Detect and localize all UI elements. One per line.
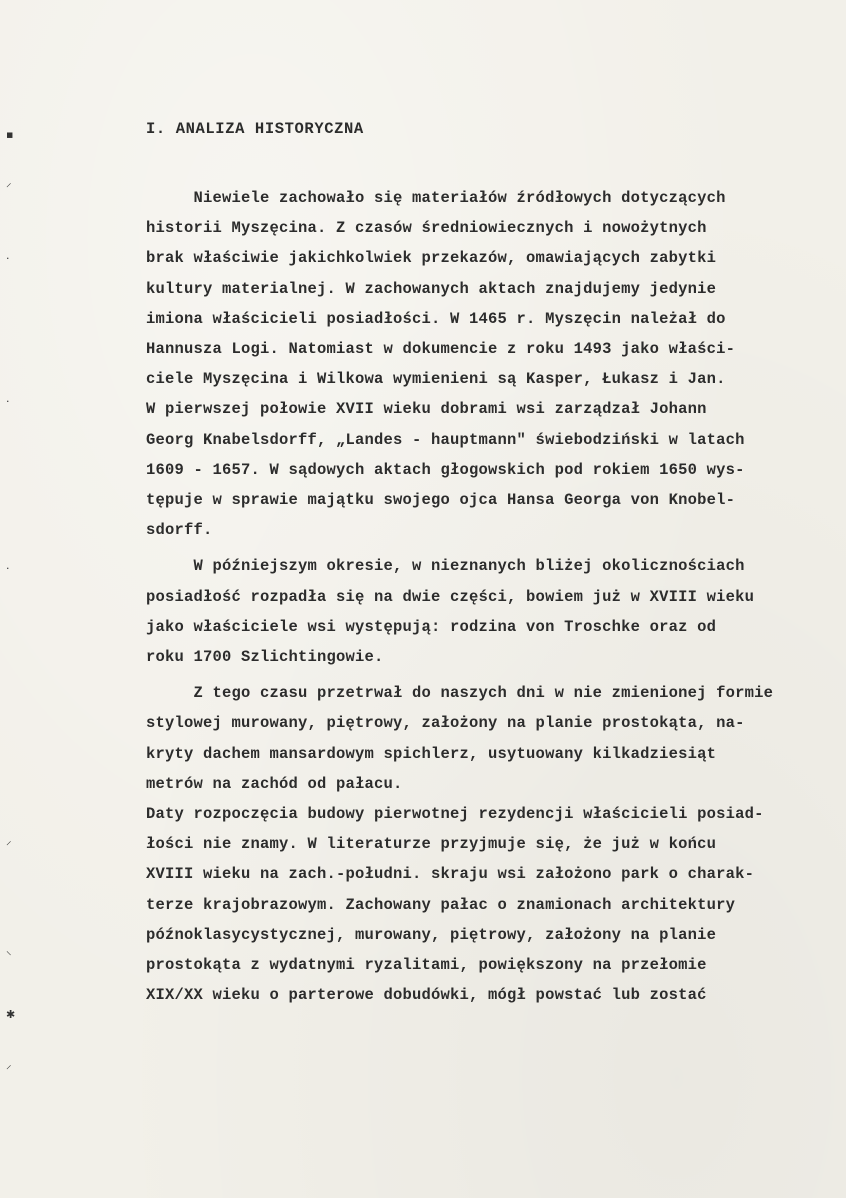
text-line: Daty rozpoczęcia budowy pierwotnej rezydencji właścicieli posiad- xyxy=(146,805,764,824)
text-line: kultury materialnej. W zachowanych aktach znajdujemy jedynie xyxy=(146,279,717,298)
text-line: W późniejszym okresie, w nieznanych bliżej okolicznościach xyxy=(146,557,745,576)
text-line: posiadłość rozpadła się na dwie części, bowiem już w XVIII wieku xyxy=(146,587,755,606)
text-line: późnoklasycystycznej, murowany, piętrowy, założony na planie xyxy=(146,925,717,944)
text-line: prostokąta z wydatnymi ryzalitami, powiększony na przełomie xyxy=(146,956,707,975)
text-line: ciele Myszęcina i Wilkowa wymienieni są Kasper, Łukasz i Jan. xyxy=(146,370,726,389)
text-line: łości nie znamy. W literaturze przyjmuje się, że już w końcu xyxy=(146,835,717,854)
text-line: terze krajobrazowym. Zachowany pałac o znamionach architektury xyxy=(146,895,736,914)
text-line: imiona właścicieli posiadłości. W 1465 r. Myszęcin należał do xyxy=(146,309,726,328)
text-line: Georg Knabelsdorff, „Landes - hauptmann" świebodziński w latach xyxy=(146,430,745,449)
margin-mark: ⸍ xyxy=(6,839,12,852)
text-line: brak właściwie jakichkolwiek przekazów, omawiających zabytki xyxy=(146,249,717,268)
text-line: sdorff. xyxy=(146,521,213,540)
text-line: Niewiele zachowało się materiałów źródłowych dotyczących xyxy=(146,189,726,207)
paragraph-2 xyxy=(146,551,806,672)
margin-mark: · xyxy=(6,252,10,265)
text-line: roku 1700 Szlichtingowie. xyxy=(146,648,384,667)
paragraph-3 xyxy=(146,678,806,799)
text-line: kryty dachem mansardowym spichlerz, usytuowany kilkadziesiąt xyxy=(146,744,717,763)
text-line: Hannusza Logi. Natomiast w dokumencie z roku 1493 jako właści- xyxy=(146,340,736,359)
text-line: stylowej murowany, piętrowy, założony na planie prostokąta, na- xyxy=(146,714,745,733)
text-line: 1609 - 1657. W sądowych aktach głogowskich pod rokiem 1650 wys- xyxy=(146,460,745,479)
margin-mark: ⸍ xyxy=(6,181,12,194)
section-heading: I. ANALIZA HISTORYCZNA xyxy=(146,120,364,138)
margin-mark: · xyxy=(6,562,10,575)
text-line: Z tego czasu przetrwał do naszych dni w nie zmienionej formie xyxy=(146,684,774,703)
margin-mark: ⸌ xyxy=(6,949,12,962)
document-body xyxy=(146,115,806,1010)
paragraph-1 xyxy=(146,183,806,545)
text-line: W pierwszej połowie XVII wieku dobrami wsi zarządzał Johann xyxy=(146,400,707,419)
margin-mark: ▪ xyxy=(6,128,14,141)
margin-mark: · xyxy=(6,395,10,408)
paragraph-4 xyxy=(146,799,806,1010)
text-line: metrów na zachód od pałacu. xyxy=(146,774,403,793)
margin-mark: ✱ xyxy=(6,1008,16,1021)
text-line: jako właściciele wsi występują: rodzina von Troschke oraz od xyxy=(146,617,717,636)
text-line: historii Myszęcina. Z czasów średniowiecznych i nowożytnych xyxy=(146,219,707,238)
text-line: XVIII wieku na zach.-południ. skraju wsi założono park o charak- xyxy=(146,865,755,884)
text-line: XIX/XX wieku o parterowe dobudówki, mógł powstać lub zostać xyxy=(146,986,707,1005)
text-line: tępuje w sprawie majątku swojego ojca Hansa Georga von Knobel- xyxy=(146,491,736,510)
margin-mark: ⸍ xyxy=(6,1063,12,1076)
